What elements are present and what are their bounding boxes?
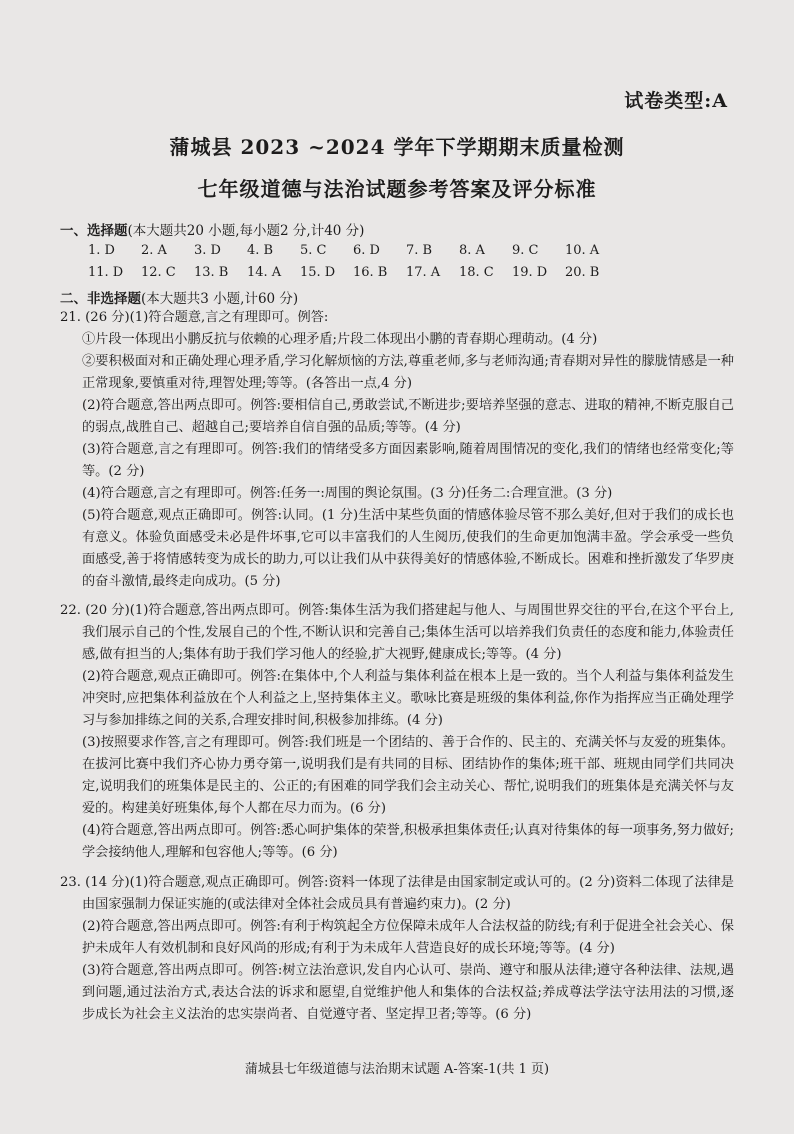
answer-paragraph: (4)符合题意,言之有理即可。例答:任务一:周围的舆论氛围。(3 分)任务二:合理宣泄。(3 分)	[82, 486, 613, 501]
section-open-heading	[60, 287, 298, 307]
answer-paragraph: (5)符合题意,观点正确即可。例答:认同。(1 分)生活中某些负面的情感体验尽管不那么美好,但对于我们的成长也有意义。体验负面感受未必是件坏事,它可以丰富我们的人生阅历,使我们的生命更加饱满丰盈。学会承受一些负面感受,善于将情感转变为成长的助力,可以让我们从中获得美好的情感体验,不断成长。困难和挫折激发了华罗庚的奋斗激情,最终走向成功。(5 分)	[82, 508, 734, 589]
choice-answer: 15. D	[300, 265, 336, 280]
answer-paragraph: 23. (14 分)(1)符合题意,观点正确即可。例答:资料一体现了法律是由国家制定或认可的。(2 分)资料二体现了法律是由国家强制力保证实施的(或法律对全体社会成员具有普遍约束力)。(2 分)	[60, 875, 734, 912]
choice-answer: 2. A	[141, 243, 167, 258]
question-22-answers	[60, 600, 734, 864]
choice-answer: 7. B	[406, 243, 433, 258]
choice-answer: 19. D	[512, 265, 548, 280]
page-footer: 蒲城县七年级道德与法治期末试题 A-答案-1(共 1 页)	[244, 1062, 550, 1077]
answer-paragraph: (3)符合题意,言之有理即可。例答:我们的情绪受多方面因素影响,随着周围情况的变化,我们的情绪也经常变化;等等。(2 分)	[82, 442, 734, 479]
answer-paragraph: (3)符合题意,答出两点即可。例答:树立法治意识,发自内心认可、崇尚、遵守和服从法律;遵守各种法律、法规,遇到问题,通过法治方式,表达合法的诉求和愿望,自觉维护他人和集体的合法权益;养成尊法学法守法用法的习惯,逐步成长为社会主义法治的忠实崇尚者、自觉遵守者、坚定捍卫者;等等。(6 分)	[82, 963, 734, 1022]
choice-answer: 11. D	[88, 265, 124, 280]
choice-answer: 20. B	[565, 265, 600, 280]
choice-answer: 6. D	[353, 243, 380, 258]
section-choice-note: (本大题共20 小题,每小题2 分,计40 分)	[127, 223, 365, 239]
choice-answer: 9. C	[512, 243, 539, 258]
choice-answer: 1. D	[88, 243, 115, 258]
answer-paragraph: (2)符合题意,答出两点即可。例答:有利于构筑起全方位保障未成年人合法权益的防线;有利于促进全社会关心、保护未成年人有效机制和良好风尚的形成;有利于为未成年人营造良好的成长环境;等等。(4 分)	[82, 919, 734, 956]
choice-answer: 13. B	[194, 265, 229, 280]
choice-answer: 16. B	[353, 265, 388, 280]
answer-paragraph: 22. (20 分)(1)符合题意,答出两点即可。例答:集体生活为我们搭建起与他人、与周围世界交往的平台,在这个平台上,我们展示自己的个性,发展自己的个性,不断认识和完善自己;集体生活可以培养我们负责任的态度和能力,体验责任感,做有担当的人;集体有助于我们学习他人的经验,扩大视野,健康成长;等等。(4 分)	[60, 603, 734, 662]
question-21-answers	[60, 307, 734, 593]
section-choice-title: 一、选择题	[60, 223, 128, 239]
choice-answers-row-1	[88, 243, 618, 258]
answer-paragraph: (2)符合题意,观点正确即可。例答:在集体中,个人利益与集体利益在根本上是一致的。当个人利益与集体利益发生冲突时,应把集体利益放在个人利益之上,坚持集体主义。歌咏比赛是班级的集体利益,你作为指挥应当正确处理学习与参加排练之间的关系,合理安排时间,积极参加排练。(4 分)	[82, 669, 734, 728]
choice-answer: 17. A	[406, 265, 441, 280]
choice-answer: 12. C	[141, 265, 176, 280]
answer-paragraph: ②要积极面对和正确处理心理矛盾,学习化解烦恼的方法,尊重老师,多与老师沟通;青春期对异性的朦胧情感是一种正常现象,要慎重对待,理智处理;等等。(各答出一点,4 分)	[82, 354, 734, 391]
answer-paragraph: ①片段一体现出小鹏反抗与依赖的心理矛盾;片段二体现出小鹏的青春期心理萌动。(4 分)	[82, 332, 598, 347]
choice-answer: 4. B	[247, 243, 274, 258]
exam-subtitle: 七年级道德与法治试题参考答案及评分标准	[197, 177, 597, 201]
choice-answer: 18. C	[459, 265, 494, 280]
paper-type-label: 试卷类型:A	[624, 90, 728, 112]
choice-answer: 10. A	[565, 243, 600, 258]
section-open-title: 二、非选择题	[60, 291, 141, 307]
exam-title: 蒲城县 2023 ~2024 学年下学期期末质量检测	[169, 135, 625, 159]
answer-paragraph: (2)符合题意,答出两点即可。例答:要相信自己,勇敢尝试,不断进步;要培养坚强的意志、进取的精神,不断克服自己的弱点,战胜自己、超越自己;要培养自信自强的品质;等等。(4 分)	[82, 398, 734, 435]
choice-answers-row-2	[88, 265, 618, 280]
section-choice-heading	[60, 219, 364, 239]
choice-answer: 8. A	[459, 243, 485, 258]
answer-paragraph: 21. (26 分)(1)符合题意,言之有理即可。例答:	[60, 310, 329, 325]
choice-answer: 14. A	[247, 265, 282, 280]
choice-answer: 5. C	[300, 243, 327, 258]
answer-paragraph: (4)符合题意,答出两点即可。例答:悉心呵护集体的荣誉,积极承担集体责任;认真对待集体的每一项事务,努力做好;学会接纳他人,理解和包容他人;等等。(6 分)	[82, 823, 734, 860]
choice-answer: 3. D	[194, 243, 221, 258]
section-open-note: (本大题共3 小题,计60 分)	[141, 291, 299, 307]
answer-paragraph: (3)按照要求作答,言之有理即可。例答:我们班是一个团结的、善于合作的、民主的、充满关怀与友爱的班集体。在拔河比赛中我们齐心协力勇夺第一,说明我们是有共同的目标、团结协作的集体;班干部、班规由同学们共同决定,说明我们的班集体是民主的、公正的;有困难的同学我们会主动关心、帮忙,说明我们的班集体是充满关怀与友爱的。构建美好班集体,每个人都在尽力而为。(6 分)	[82, 735, 734, 816]
question-23-answers	[60, 872, 734, 1026]
